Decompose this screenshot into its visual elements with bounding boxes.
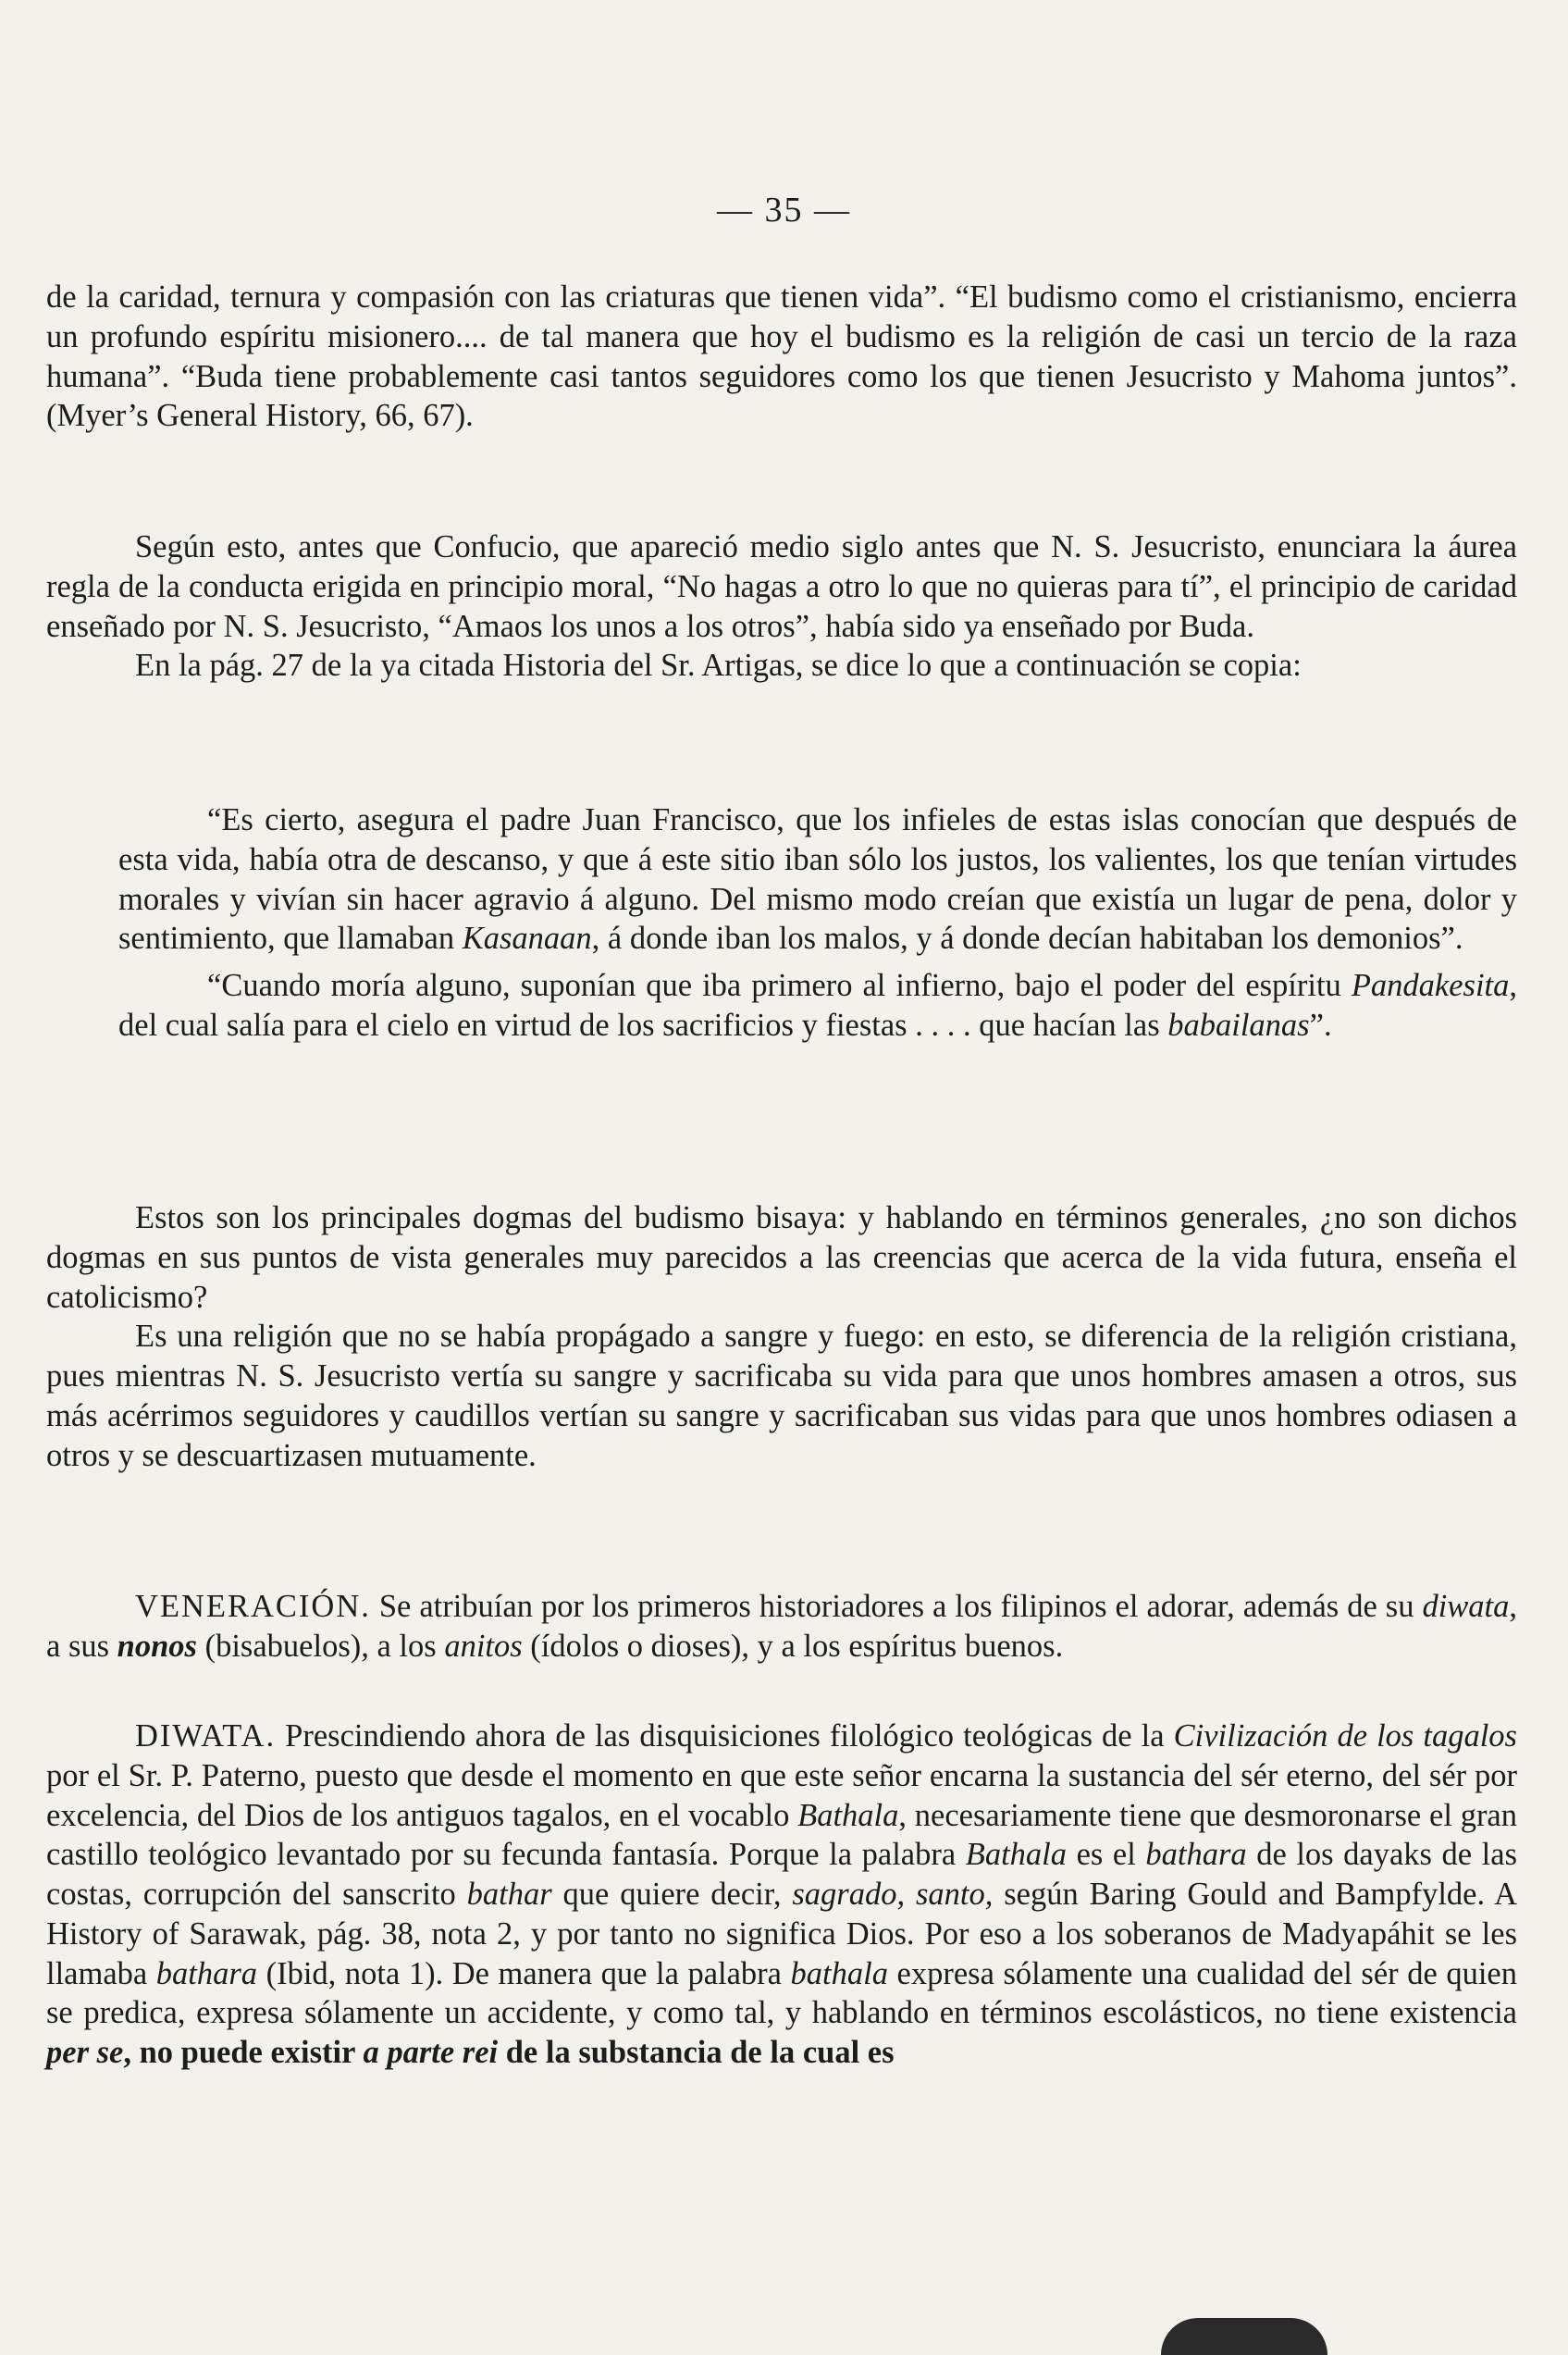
section-diwata: DIWATA. Prescindiendo ahora de las disquisiciones filológico teológicas de la Civilización de los tagalos por el Sr. P. Paterno, puesto que desde el momento en que este señor encarna la sustancia del sér eterno, del sér por excelencia, del Dios de los antiguos tagalos, en el vocablo Bathala, necesariamente tiene que desmoronarse el gran castillo teológico levantado por su fecunda fantasía. Porque la palabra Bathala es el bathara de los dayaks de las costas, corrupción del sanscrito bathar que quiere decir, sagrado, santo, según Baring Gould and Bampfylde. A History of Sarawak, pág. 38, nota 2, y por tanto no significa Dios. Por eso a los soberanos de Madyapáhit se les llamaba bathara (Ibid, nota 1). De manera que la palabra bathala expresa sólamente una cualidad del sér de quien se predica, expresa sólamente un accidente, y como tal, y hablando en términos escolásticos, no tiene existencia per se, no puede existir a parte rei de la substancia de la cual es [46, 1718, 1517, 2071]
quote-paragraph-2: “Cuando moría alguno, suponían que iba primero al infierno, bajo el poder del espíritu Pandakesita, del cual salía para el cielo en virtud de los sacrificios y fiestas . . . . que hacían las babailanas”. [118, 968, 1518, 1043]
section-veneracion: VENERACIÓN. Se atribuían por los primeros historiadores a los filipinos el adorar, además de su diwata, a sus nonos (bisabuelos), a los anitos (ídolos o dioses), y a los espíritus buenos. [46, 1589, 1517, 1664]
paragraph-text: Estos son los principales dogmas del budismo bisaya: y hablando en términos generales, ¿no son dichos dogmas en sus puntos de vista generales muy parecidos a las creencias que acerca de la vida futura, enseña el catolicismo? [46, 1200, 1517, 1315]
page-number: — 35 — [717, 191, 851, 229]
term-pandakesita: Pandakesita [1351, 968, 1510, 1004]
block-quote-artigas [46, 800, 1517, 1046]
section-heading-diwata: DIWATA. [135, 1718, 277, 1754]
term-kasanaan: Kasanaan [462, 921, 592, 957]
term-babailanas: babailanas [1167, 1007, 1310, 1043]
paragraph-text: En la pág. 27 de la ya citada Historia del Sr. Artigas, se dice lo que a continuación se copia: [135, 648, 1302, 684]
paragraph-dogmas [46, 1198, 1517, 1475]
page-edge-shadow [1161, 2318, 1327, 2355]
quote-paragraph-1: “Es cierto, asegura el padre Juan Francisco, que los infieles de estas islas conocían que después de esta vida, había otra de descanso, y que á este sitio iban sólo los justos, los valientes, los que tenían virtudes morales y vivían sin hacer agravio á alguno. Del mismo modo creían que existía un lugar de pena, dolor y sentimiento, que llamaban Kasanaan, á donde iban los malos, y á donde decían habitaban los demonios”. [118, 802, 1517, 957]
paragraph-buddhism-quote [46, 278, 1517, 436]
paragraph-text: Según esto, antes que Confucio, que apareció medio siglo antes que N. S. Jesucristo, enunciara la áurea regla de la conducta erigida en principio moral, “No hagas a otro lo que no quieras para tí”, el principio de caridad enseñado por N. S. Jesucristo, “Amaos los unos a los otros”, había sido ya enseñado por Buda. [46, 529, 1517, 644]
paragraph-text: de la caridad, ternura y compasión con las criaturas que tienen vida”. “El budismo como el cristianismo, encierra un profundo espíritu misionero.... de tal manera que hoy el budismo es la religión de casi un tercio de la raza humana”. “Buda tiene probablemente casi tantos seguidores como los que tienen Jesucristo y Mahoma juntos”. (Myer’s General History, 66, 67). [46, 279, 1517, 434]
paragraph-confucio [46, 527, 1517, 686]
paragraph-text: Es una religión que no se había propágado a sangre y fuego: en esto, se diferencia de la religión cristiana, pues mientras N. S. Jesucristo vertía su sangre y sacrificaba su vida para que unos hombres amasen a otros, sus más acérrimos seguidores y caudillos vertían su sangre y sacrificaban sus vidas para que unos hombres odiasen a otros y se descuartizasen mutuamente. [46, 1319, 1517, 1473]
section-heading-veneracion: VENERACIÓN. [135, 1589, 371, 1624]
